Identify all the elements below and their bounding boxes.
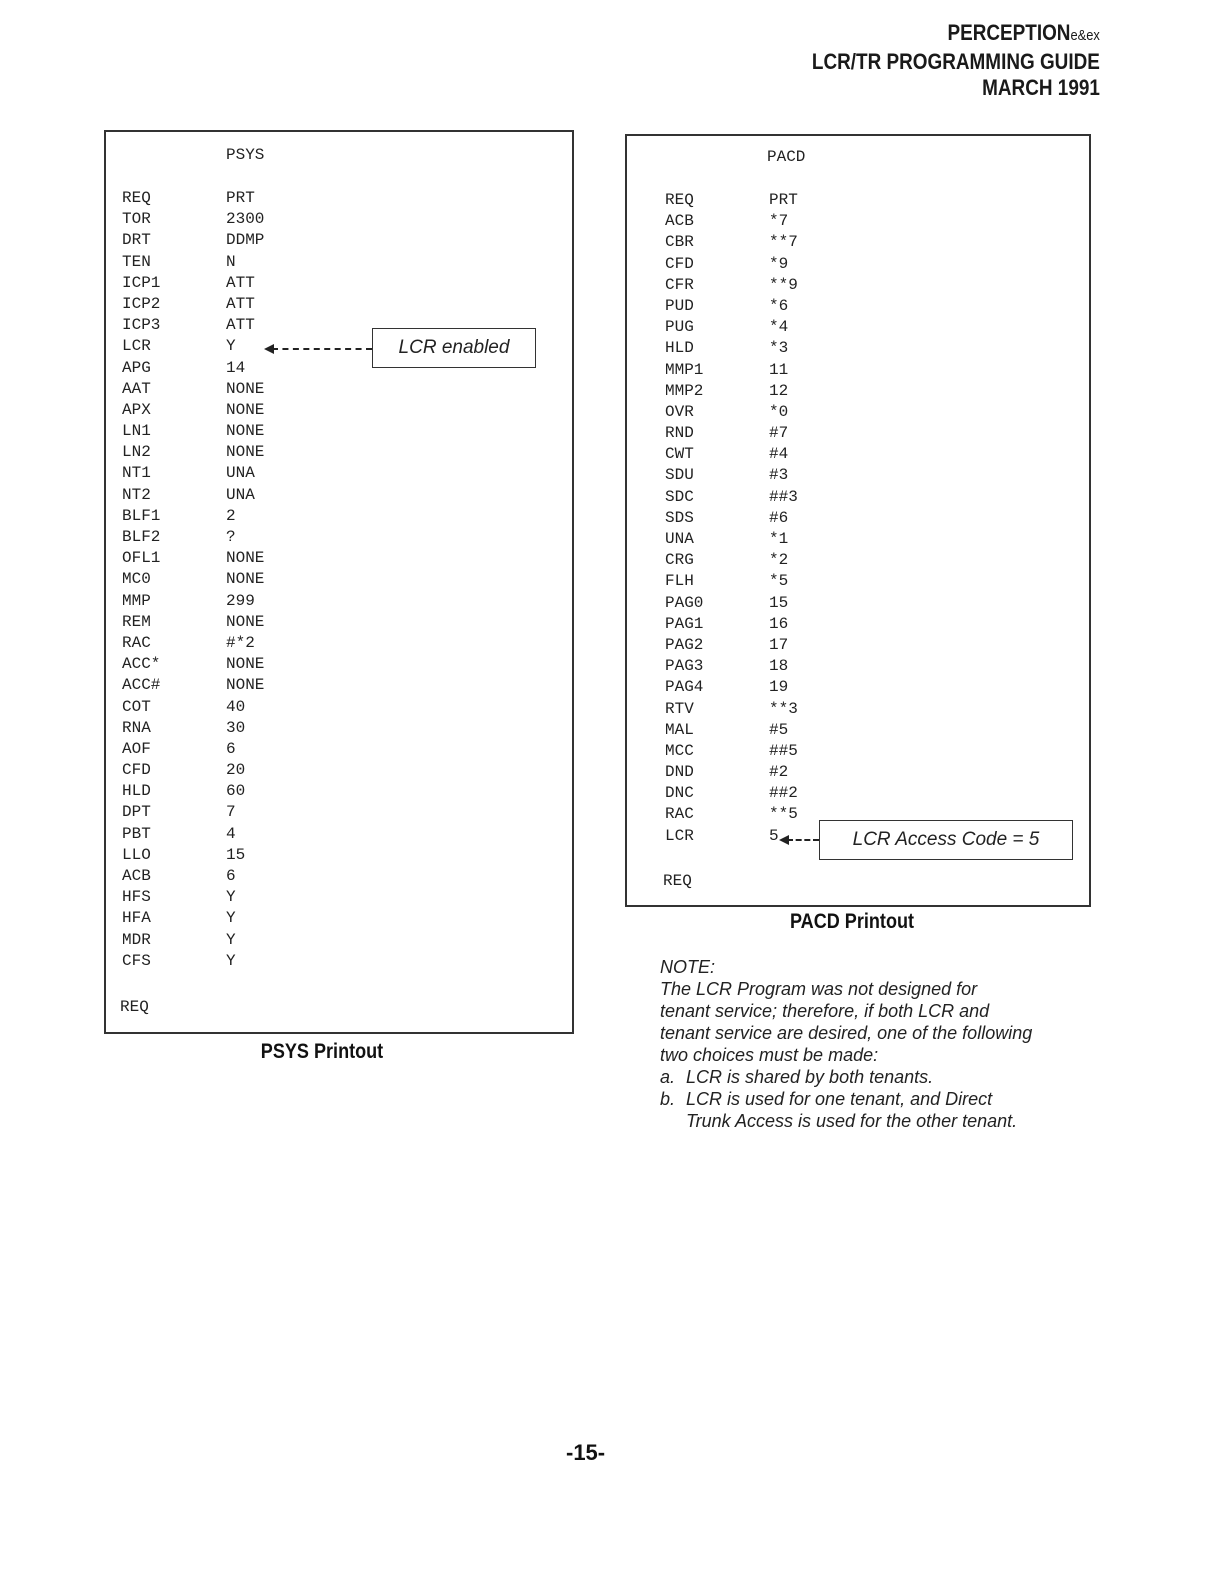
- psys-field-name: BLF1: [122, 506, 161, 525]
- pacd-field-name: LCR: [665, 826, 694, 845]
- psys-field-name: ICP1: [122, 273, 161, 292]
- pacd-field-value: *7: [769, 212, 789, 231]
- psys-row: [122, 612, 264, 633]
- psys-row: [122, 252, 264, 273]
- psys-field-value: 14: [226, 358, 246, 377]
- psys-field-name: ACC#: [122, 676, 161, 695]
- psys-row: [122, 781, 264, 802]
- pacd-field-name: HLD: [665, 339, 694, 358]
- psys-row: [122, 675, 264, 696]
- psys-field-value: 60: [226, 782, 246, 801]
- pacd-field-name: PAG1: [665, 614, 704, 633]
- pacd-field-value: *2: [769, 551, 789, 570]
- pacd-field-name: MCC: [665, 741, 694, 760]
- psys-field-value: #*2: [226, 633, 255, 652]
- psys-field-name: CFS: [122, 951, 151, 970]
- psys-field-name: AOF: [122, 739, 151, 758]
- psys-row: [122, 294, 264, 315]
- psys-field-value: UNA: [226, 464, 255, 483]
- pacd-field-value: *1: [769, 530, 789, 548]
- pacd-row: [665, 275, 798, 296]
- note-line: tenant service are desired, one of the following: [660, 1023, 1033, 1043]
- psys-row: [122, 336, 264, 357]
- psys-field-name: ACC*: [122, 655, 161, 674]
- psys-row: [122, 548, 264, 569]
- psys-printout-box: [104, 130, 574, 1034]
- pacd-field-value: *5: [769, 572, 789, 591]
- psys-field-name: COT: [122, 697, 151, 716]
- note-line: The LCR Program was not designed for: [660, 979, 978, 999]
- pacd-field-value: #6: [769, 508, 789, 527]
- pacd-field-value: *3: [769, 339, 789, 358]
- pacd-field-value: ##3: [769, 487, 798, 506]
- psys-row: [122, 485, 264, 506]
- note-item-b: [660, 1088, 1100, 1110]
- psys-field-value: 15: [226, 845, 246, 864]
- psys-field-value: PRT: [226, 189, 255, 207]
- pacd-field-value: #5: [769, 720, 789, 739]
- psys-row: [122, 866, 264, 887]
- psys-field-value: NONE: [226, 655, 265, 674]
- psys-field-name: HFS: [122, 888, 151, 907]
- psys-row: [122, 760, 264, 781]
- psys-row: [122, 209, 264, 230]
- page-header: [812, 20, 1100, 101]
- pacd-row: [665, 550, 798, 571]
- note-block: [660, 956, 1100, 1132]
- psys-field-name: ICP3: [122, 316, 161, 335]
- psys-row: [122, 591, 264, 612]
- pacd-field-name: MMP2: [665, 381, 704, 400]
- note-item-a-label: a.: [660, 1067, 676, 1087]
- dashed-leader-line: [272, 348, 372, 350]
- pacd-row: [665, 635, 798, 656]
- psys-field-value: 4: [226, 824, 236, 843]
- psys-field-name: BLF2: [122, 528, 161, 546]
- psys-field-name: APX: [122, 400, 151, 419]
- pacd-field-name: RND: [665, 424, 694, 443]
- psys-field-name: ACB: [122, 867, 151, 885]
- pacd-field-value: ##2: [769, 784, 798, 803]
- psys-field-value: DDMP: [226, 231, 265, 250]
- note-item-b-label: b.: [660, 1089, 676, 1109]
- psys-field-value: UNA: [226, 485, 255, 504]
- header-line-2: LCR/TR PROGRAMMING GUIDE: [811, 49, 1100, 74]
- psys-field-value: NONE: [226, 570, 265, 589]
- pacd-field-name: PAG3: [665, 657, 704, 676]
- pacd-row: [665, 190, 798, 211]
- psys-field-value: 2300: [226, 210, 265, 229]
- pacd-row: [665, 656, 798, 677]
- pacd-row: [665, 317, 798, 338]
- psys-field-value: 299: [226, 591, 255, 610]
- pacd-field-value: 12: [769, 381, 789, 400]
- pacd-field-name: PUG: [665, 318, 694, 337]
- pacd-field-value: 11: [769, 360, 789, 379]
- psys-row: [122, 845, 264, 866]
- psys-row: [122, 442, 264, 463]
- pacd-field-name: MAL: [665, 720, 694, 739]
- psys-field-name: TEN: [122, 252, 151, 271]
- psys-row: [122, 951, 264, 972]
- note-item-a: [660, 1066, 1100, 1088]
- psys-field-value: Y: [226, 888, 236, 907]
- psys-row: [122, 315, 264, 336]
- psys-field-value: ATT: [226, 294, 255, 313]
- psys-field-value: ATT: [226, 273, 255, 292]
- psys-caption: PSYS Printout: [260, 1040, 384, 1063]
- pacd-row: [665, 593, 798, 614]
- psys-field-value: ?: [226, 528, 236, 546]
- psys-field-name: ICP2: [122, 294, 161, 313]
- psys-field-value: NONE: [226, 612, 265, 631]
- pacd-field-name: FLH: [665, 572, 694, 591]
- pacd-row: [665, 254, 798, 275]
- psys-field-name: APG: [122, 358, 151, 377]
- psys-field-name: DRT: [122, 231, 151, 250]
- pacd-row: [665, 338, 798, 359]
- psys-field-name: REQ: [122, 189, 151, 207]
- note-line: two choices must be made:: [660, 1045, 879, 1065]
- psys-title: PSYS: [226, 146, 265, 164]
- note-heading: NOTE:: [660, 957, 716, 977]
- psys-field-name: RNA: [122, 718, 151, 737]
- psys-field-name: LCR: [122, 337, 151, 356]
- psys-row: [122, 718, 264, 739]
- psys-field-value: 30: [226, 718, 246, 737]
- psys-row: [122, 739, 264, 760]
- pacd-row: [665, 529, 798, 550]
- pacd-field-name: OVR: [665, 402, 694, 421]
- psys-field-name: LN2: [122, 443, 151, 462]
- psys-field-name: RAC: [122, 633, 151, 652]
- header-line-3: MARCH 1991: [982, 75, 1100, 100]
- psys-row: [122, 273, 264, 294]
- pacd-field-value: #3: [769, 466, 789, 485]
- pacd-field-value: 17: [769, 635, 789, 654]
- pacd-row: [665, 444, 798, 465]
- pacd-field-name: REQ: [665, 191, 694, 209]
- psys-field-value: Y: [226, 930, 236, 949]
- pacd-field-name: ACB: [665, 212, 694, 231]
- pacd-field-value: #4: [769, 445, 789, 464]
- pacd-end-req: REQ: [663, 872, 692, 890]
- psys-field-name: TOR: [122, 210, 151, 229]
- psys-field-name: PBT: [122, 824, 151, 843]
- pacd-row: [665, 508, 798, 529]
- pacd-row: [665, 677, 798, 698]
- pacd-field-name: PUD: [665, 296, 694, 315]
- psys-field-name: REM: [122, 612, 151, 631]
- psys-field-value: 20: [226, 761, 246, 780]
- psys-field-name: AAT: [122, 379, 151, 398]
- pacd-field-value: **5: [769, 805, 798, 824]
- pacd-row: [665, 232, 798, 253]
- pacd-row: [665, 465, 798, 486]
- pacd-rows: [665, 190, 798, 847]
- psys-row: [122, 654, 264, 675]
- psys-field-value: NONE: [226, 422, 265, 441]
- psys-field-name: HLD: [122, 782, 151, 801]
- pacd-field-value: 18: [769, 657, 789, 676]
- pacd-field-name: PAG0: [665, 593, 704, 612]
- psys-field-name: LN1: [122, 422, 151, 441]
- pacd-field-name: MMP1: [665, 360, 704, 379]
- psys-row: [122, 358, 264, 379]
- psys-field-value: 6: [226, 739, 236, 758]
- pacd-field-name: CBR: [665, 233, 694, 252]
- pacd-row: [665, 804, 798, 825]
- psys-field-value: 2: [226, 506, 236, 525]
- psys-rows: [122, 188, 264, 972]
- pacd-row: [665, 826, 798, 847]
- pacd-row: [665, 423, 798, 444]
- note-line: tenant service; therefore, if both LCR and: [660, 1001, 990, 1021]
- pacd-row: [665, 487, 798, 508]
- pacd-field-value: PRT: [769, 191, 798, 209]
- pacd-field-name: RAC: [665, 805, 694, 824]
- note-item-b-continuation: Trunk Access is used for the other tenant.: [686, 1111, 1018, 1131]
- psys-row: [122, 569, 264, 590]
- pacd-field-value: ##5: [769, 741, 798, 760]
- pacd-row: [665, 741, 798, 762]
- pacd-row: [665, 381, 798, 402]
- pacd-field-value: *6: [769, 296, 789, 315]
- pacd-row: [665, 211, 798, 232]
- note-item-b-text: LCR is used for one tenant, and Direct: [686, 1089, 993, 1109]
- pacd-row: [665, 402, 798, 423]
- psys-row: [122, 908, 264, 929]
- header-title-sub: e&ex: [1070, 27, 1100, 44]
- psys-field-name: CFD: [122, 761, 151, 780]
- psys-row: [122, 506, 264, 527]
- pacd-field-value: 16: [769, 614, 789, 633]
- psys-field-value: 40: [226, 697, 246, 716]
- psys-row: [122, 400, 264, 421]
- psys-field-name: OFL1: [122, 549, 161, 568]
- psys-field-name: HFA: [122, 909, 151, 928]
- psys-field-value: NONE: [226, 549, 265, 568]
- pacd-field-value: *0: [769, 402, 789, 421]
- psys-field-value: 6: [226, 867, 236, 885]
- pacd-field-name: RTV: [665, 699, 694, 718]
- pacd-field-value: #7: [769, 424, 789, 443]
- psys-field-name: MDR: [122, 930, 151, 949]
- psys-field-value: NONE: [226, 676, 265, 695]
- pacd-row: [665, 699, 798, 720]
- psys-field-value: Y: [226, 951, 236, 970]
- psys-row: [122, 421, 264, 442]
- pacd-field-value: *4: [769, 318, 789, 337]
- note-item-a-text: LCR is shared by both tenants.: [686, 1067, 934, 1087]
- psys-field-name: LLO: [122, 845, 151, 864]
- psys-field-value: NONE: [226, 443, 265, 462]
- pacd-field-name: CWT: [665, 445, 694, 464]
- pacd-row: [665, 360, 798, 381]
- psys-row: [122, 463, 264, 484]
- pacd-field-name: DNC: [665, 784, 694, 803]
- dashed-leader-line: [787, 839, 819, 841]
- pacd-field-name: SDU: [665, 466, 694, 485]
- pacd-field-value: 19: [769, 678, 789, 697]
- pacd-row: [665, 783, 798, 804]
- pacd-field-name: SDC: [665, 487, 694, 506]
- psys-field-name: MMP: [122, 591, 151, 610]
- psys-row: [122, 697, 264, 718]
- lcr-enabled-callout: LCR enabled: [372, 328, 536, 368]
- psys-row: [122, 887, 264, 908]
- pacd-field-name: SDS: [665, 508, 694, 527]
- header-title: PERCEPTION: [947, 20, 1071, 45]
- psys-field-value: 7: [226, 803, 236, 822]
- pacd-field-name: UNA: [665, 530, 694, 548]
- pacd-printout-box: [625, 134, 1091, 907]
- pacd-caption: PACD Printout: [789, 910, 915, 933]
- psys-row: [122, 230, 264, 251]
- pacd-field-value: #2: [769, 763, 789, 782]
- pacd-field-name: CFD: [665, 254, 694, 273]
- psys-field-name: DPT: [122, 803, 151, 822]
- psys-field-value: N: [226, 252, 236, 271]
- psys-field-name: NT1: [122, 464, 151, 483]
- psys-field-name: NT2: [122, 485, 151, 504]
- psys-field-value: NONE: [226, 400, 265, 419]
- psys-row: [122, 633, 264, 654]
- psys-field-value: Y: [226, 337, 236, 356]
- psys-row: [122, 188, 264, 209]
- pacd-row: [665, 762, 798, 783]
- pacd-field-value: 15: [769, 593, 789, 612]
- psys-row: [122, 824, 264, 845]
- pacd-field-name: CRG: [665, 551, 694, 570]
- pacd-field-value: **3: [769, 699, 798, 718]
- pacd-field-value: *9: [769, 254, 789, 273]
- lcr-access-code-callout: LCR Access Code = 5: [819, 820, 1073, 860]
- psys-row: [122, 527, 264, 548]
- psys-field-name: MC0: [122, 570, 151, 589]
- pacd-field-name: DND: [665, 763, 694, 782]
- psys-field-value: Y: [226, 909, 236, 928]
- pacd-field-name: CFR: [665, 275, 694, 294]
- psys-row: [122, 930, 264, 951]
- pacd-title: PACD: [767, 148, 806, 166]
- pacd-field-value: **7: [769, 233, 798, 252]
- pacd-row: [665, 720, 798, 741]
- psys-row: [122, 802, 264, 823]
- pacd-row: [665, 296, 798, 317]
- pacd-field-name: PAG2: [665, 635, 704, 654]
- pacd-row: [665, 571, 798, 592]
- header-line-1: [812, 20, 1100, 49]
- pacd-field-name: PAG4: [665, 678, 704, 697]
- pacd-field-value: 5: [769, 826, 779, 845]
- psys-end-req: REQ: [120, 998, 149, 1016]
- pacd-row: [665, 614, 798, 635]
- psys-field-value: ATT: [226, 316, 255, 335]
- pacd-field-value: **9: [769, 275, 798, 294]
- page-number: -15-: [566, 1440, 606, 1465]
- psys-row: [122, 379, 264, 400]
- psys-field-value: NONE: [226, 379, 265, 398]
